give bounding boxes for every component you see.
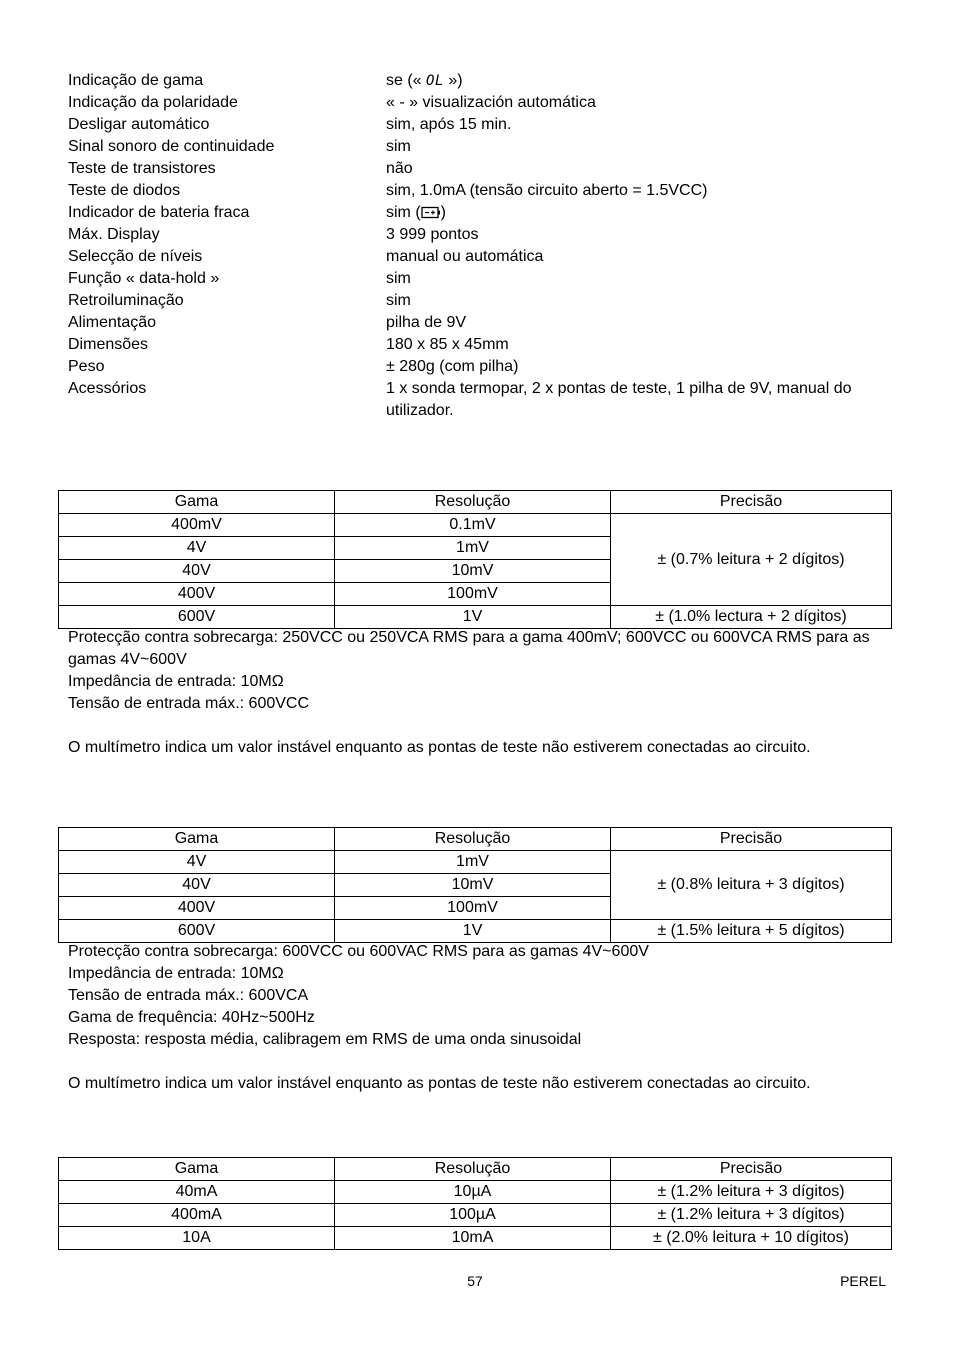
- table-header-row: [59, 828, 892, 851]
- cell-resolution: 1mV: [335, 537, 611, 560]
- cell-accuracy: ± (1.2% leitura + 3 dígitos): [611, 1181, 892, 1204]
- note-line: [68, 715, 888, 737]
- note-line: Gama de frequência: 40Hz~500Hz: [68, 1009, 315, 1026]
- note-line: O multímetro indica um valor instável enquanto as pontas de teste não estiverem conectadas ao circuito.: [68, 739, 811, 756]
- cell-resolution: 10mA: [335, 1227, 611, 1250]
- spec-row: [68, 356, 888, 378]
- header-range: Gama: [59, 491, 335, 514]
- cell-resolution: 0.1mV: [335, 514, 611, 537]
- note-line: Protecção contra sobrecarga: 600VCC ou 600VAC RMS para as gamas 4V~600V: [68, 943, 649, 960]
- spec-value: sim, após 15 min.: [386, 116, 512, 133]
- cell-resolution: 10mV: [335, 874, 611, 897]
- general-specifications: [68, 70, 888, 422]
- table-row: [59, 1181, 892, 1204]
- note-line: Impedância de entrada: 10MΩ: [68, 965, 284, 982]
- cell-range: 4V: [59, 851, 335, 874]
- spec-value: sim: [386, 138, 411, 155]
- battery-icon: [421, 206, 441, 219]
- spec-row: [68, 334, 888, 356]
- cell-resolution: 1V: [335, 606, 611, 629]
- table-row: [59, 1227, 892, 1250]
- spec-value: sim: [386, 292, 411, 309]
- spec-key: Desligar automático: [68, 116, 210, 133]
- spec-row: [68, 312, 888, 334]
- spec-value: ± 280g (com pilha): [386, 358, 519, 375]
- cell-resolution: 1V: [335, 920, 611, 943]
- spec-row: [68, 180, 888, 202]
- spec-key: Dimensões: [68, 336, 149, 353]
- cell-accuracy: ± (0.8% leitura + 3 dígitos): [611, 851, 892, 920]
- dc-current-table: [58, 1157, 892, 1250]
- cell-range: 4V: [59, 537, 335, 560]
- cell-resolution: 100mV: [335, 897, 611, 920]
- spec-key: Acessórios: [68, 380, 147, 397]
- note-line: Tensão de entrada máx.: 600VCC: [68, 695, 310, 712]
- table-header-row: [59, 1158, 892, 1181]
- ac-voltage-table: [58, 827, 892, 943]
- header-resolution: Resolução: [335, 1158, 611, 1181]
- note-line: Protecção contra sobrecarga: 250VCC ou 250VCA RMS para a gama 400mV; 600VCC ou 600VCA RMS para as gamas 4V~600V: [68, 629, 870, 668]
- spec-value: 3 999 pontos: [386, 226, 479, 243]
- spec-value: se (« OL »): [386, 72, 463, 89]
- spec-row: [68, 158, 888, 180]
- table-row: [59, 606, 892, 629]
- note-line: Impedância de entrada: 10MΩ: [68, 673, 284, 690]
- spec-key: Alimentação: [68, 314, 157, 331]
- note-line: [68, 1051, 888, 1073]
- overload-glyph: OL: [426, 73, 444, 89]
- spec-key: Indicador de bateria fraca: [68, 204, 250, 221]
- note-line: O multímetro indica um valor instável enquanto as pontas de teste não estiverem conectadas ao circuito.: [68, 1075, 811, 1092]
- spec-row: [68, 70, 888, 92]
- cell-range: 600V: [59, 606, 335, 629]
- header-resolution: Resolução: [335, 491, 611, 514]
- cell-accuracy: ± (0.7% leitura + 2 dígitos): [611, 514, 892, 606]
- cell-resolution: 10mV: [335, 560, 611, 583]
- spec-key: Teste de transistores: [68, 160, 216, 177]
- cell-range: 400V: [59, 897, 335, 920]
- spec-key: Selecção de níveis: [68, 248, 203, 265]
- dc-voltage-notes: [68, 627, 888, 759]
- spec-row: [68, 268, 888, 290]
- table-row: [59, 514, 892, 537]
- spec-row: [68, 378, 888, 422]
- header-accuracy: Precisão: [611, 1158, 892, 1181]
- header-accuracy: Precisão: [611, 828, 892, 851]
- spec-key: Indicação da polaridade: [68, 94, 238, 111]
- spec-row: [68, 246, 888, 268]
- spec-key: Máx. Display: [68, 226, 160, 243]
- cell-accuracy: ± (1.5% leitura + 5 dígitos): [611, 920, 892, 943]
- spec-value: sim: [386, 270, 411, 287]
- cell-resolution: 10µA: [335, 1181, 611, 1204]
- cell-resolution: 100mV: [335, 583, 611, 606]
- table-row: [59, 1204, 892, 1227]
- table-row: [59, 851, 892, 874]
- header-range: Gama: [59, 828, 335, 851]
- cell-accuracy: ± (2.0% leitura + 10 dígitos): [611, 1227, 892, 1250]
- header-range: Gama: [59, 1158, 335, 1181]
- spec-value: sim ( ): [386, 204, 446, 221]
- spec-key: Peso: [68, 358, 105, 375]
- spec-key: Indicação de gama: [68, 72, 204, 89]
- page-number: 57: [467, 1273, 483, 1289]
- header-accuracy: Precisão: [611, 491, 892, 514]
- cell-resolution: 100µA: [335, 1204, 611, 1227]
- cell-range: 400mA: [59, 1204, 335, 1227]
- spec-value: não: [386, 160, 413, 177]
- spec-value: manual ou automática: [386, 248, 544, 265]
- cell-range: 40V: [59, 874, 335, 897]
- note-line: Tensão de entrada máx.: 600VCA: [68, 987, 309, 1004]
- cell-range: 40mA: [59, 1181, 335, 1204]
- spec-row: [68, 224, 888, 246]
- dc-voltage-table: [58, 490, 892, 629]
- cell-range: 400mV: [59, 514, 335, 537]
- ac-voltage-notes: [68, 941, 888, 1095]
- cell-accuracy: ± (1.2% leitura + 3 dígitos): [611, 1204, 892, 1227]
- spec-key: Teste de diodos: [68, 182, 181, 199]
- table-row: [59, 920, 892, 943]
- cell-range: 40V: [59, 560, 335, 583]
- spec-value: pilha de 9V: [386, 314, 467, 331]
- spec-row: [68, 136, 888, 158]
- note-line: Resposta: resposta média, calibragem em RMS de uma onda sinusoidal: [68, 1031, 582, 1048]
- cell-resolution: 1mV: [335, 851, 611, 874]
- cell-accuracy: ± (1.0% lectura + 2 dígitos): [611, 606, 892, 629]
- brand-name: PEREL: [840, 1273, 886, 1289]
- spec-value: 180 x 85 x 45mm: [386, 336, 509, 353]
- cell-range: 400V: [59, 583, 335, 606]
- spec-value: 1 x sonda termopar, 2 x pontas de teste, 1 pilha de 9V, manual do utilizador.: [386, 380, 852, 419]
- spec-value: sim, 1.0mA (tensão circuito aberto = 1.5VCC): [386, 182, 708, 199]
- spec-row: [68, 290, 888, 312]
- spec-row: [68, 114, 888, 136]
- spec-key: Função « data-hold »: [68, 270, 220, 287]
- spec-key: Retroiluminação: [68, 292, 184, 309]
- spec-key: Sinal sonoro de continuidade: [68, 138, 275, 155]
- spec-row: [68, 202, 888, 224]
- table-header-row: [59, 491, 892, 514]
- spec-value: « - » visualización automática: [386, 94, 596, 111]
- cell-range: 10A: [59, 1227, 335, 1250]
- header-resolution: Resolução: [335, 828, 611, 851]
- spec-row: [68, 92, 888, 114]
- cell-range: 600V: [59, 920, 335, 943]
